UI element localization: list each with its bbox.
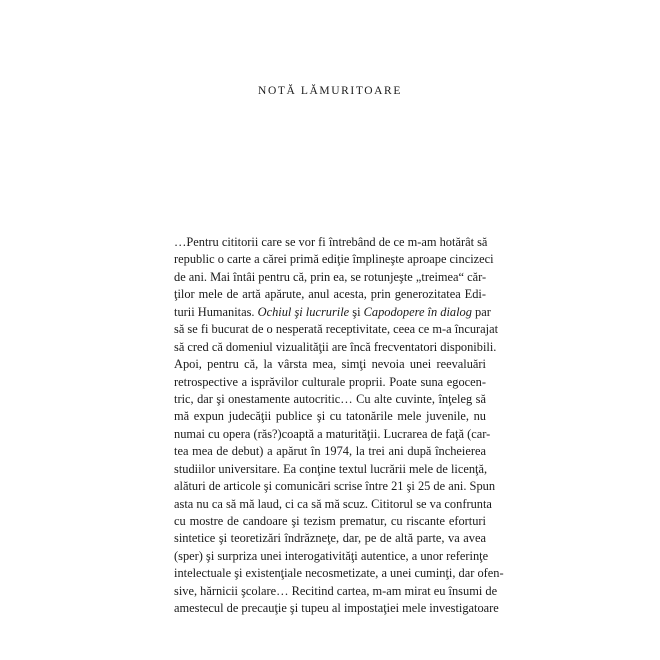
text-line: de ani. Mai întâi pentru că, prin ea, se rotunjeşte „treimea“ căr- <box>174 269 487 284</box>
text-line: (sper) şi surpriza unei interogativităţi autentice, a unor referinţe <box>174 548 489 563</box>
text-line: alături de articole şi comunicări scrise între 21 şi 25 de ani. Spun <box>174 479 496 494</box>
text-line: retrospective a isprăvilor culturale proprii. Poate suna egocen- <box>174 374 486 389</box>
text-line: sintetice şi teoretizări îndrăzneţe, dar, pe de altă parte, va avea <box>174 531 486 546</box>
text-line: turii Humanitas. Ochiul şi lucrurile şi Capodopere în dialog par <box>174 304 491 319</box>
body-text <box>174 234 504 618</box>
text-line: intelectuale şi existenţiale necosmetizate, a unei cuminţi, dar ofen- <box>174 566 504 581</box>
book-title-italic: Capodopere în dialog <box>363 304 472 319</box>
text-line: mă expun judecăţii publice şi cu tatonările mele juvenile, nu <box>174 409 486 424</box>
text-line: să cred că domeniul vizualităţii are încă frecventatori disponibili. <box>174 339 497 354</box>
chapter-title: NOTĂ LĂMURITOARE <box>258 85 402 97</box>
book-title-italic: Ochiul şi lucrurile <box>257 304 350 319</box>
text-line: tric, dar şi onestamente autocritic… Cu alte cuvinte, înţeleg să <box>174 391 486 406</box>
text-line: tea mea de debut) a apărut în 1974, la trei ani după încheierea <box>174 444 486 459</box>
text-line: republic o carte a cărei primă ediţie împlineşte aproape cincizeci <box>174 252 494 267</box>
text-line: cu mostre de candoare şi tezism prematur, cu riscante eforturi <box>174 514 486 528</box>
text-line: ţilor mele de artă apărute, anul acesta, prin generozitatea Edi- <box>174 287 486 302</box>
text-line: să se fi bucurat de o nesperată receptivitate, ceea ce m-a încurajat <box>174 322 499 337</box>
text-line: studiilor universitare. Ea conţine textul lucrării mele de licenţă, <box>174 461 488 476</box>
text-line: numai cu opera (răs?)coaptă a maturităţii. Lucrarea de faţă (car- <box>174 426 491 441</box>
text-line: sive, hărnicii şcolare… Recitind cartea, m-am mirat eu însumi de <box>174 583 498 598</box>
text-line: amestecul de precauţie şi tupeu al impostaţiei mele investigatoare <box>174 601 499 616</box>
text-line: …Pentru cititorii care se vor fi întrebând de ce m-am hotărât să <box>174 235 488 249</box>
text-line: asta nu ca să mă laud, ci ca să mă scuz. Cititorul se va confrunta <box>174 496 492 511</box>
text-line: Apoi, pentru că, la vârsta mea, simţi nevoia unei reevaluări <box>174 357 486 372</box>
